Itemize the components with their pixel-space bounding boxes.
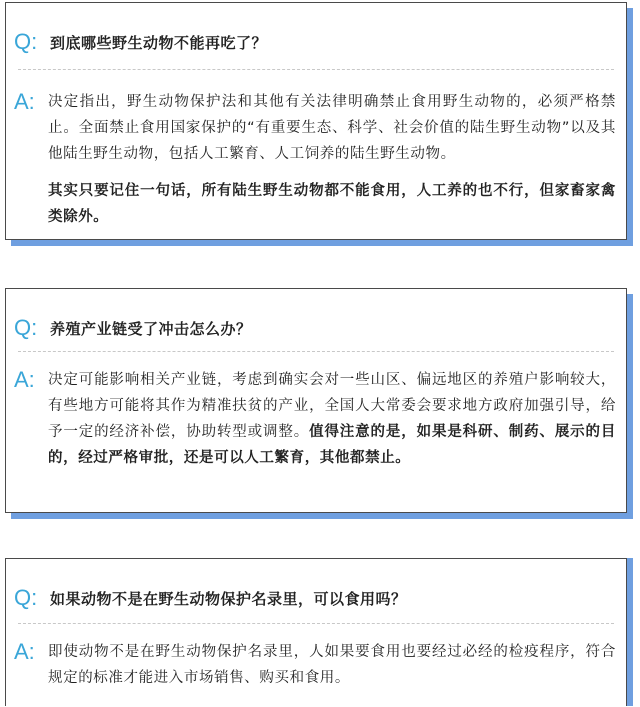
answer-row (14, 367, 616, 471)
question-mark-label: Q: (14, 29, 38, 54)
question-text: 养殖产业链受了冲击怎么办？ (50, 319, 252, 338)
answer-body (48, 367, 616, 471)
answer-paragraph: 决定指出，野生动物保护法和其他有关法律明确禁止食用野生动物的，必须严格禁止。全面禁止食用国家保护的“有重要生态、科学、社会价值的陆生野生动物”以及其他陆生野生动物，包括人工繁育、人工饲养的陆生野生动物。 (48, 94, 616, 162)
answer-row (14, 639, 616, 691)
answer-paragraph-bold: 其实只要记住一句话，所有陆生野生动物都不能食用，人工养的也不行，但家畜家禽类除外。 (48, 183, 616, 225)
answer-row (14, 89, 616, 230)
divider (18, 623, 614, 624)
question-row (14, 31, 618, 53)
question-mark-label: Q: (14, 585, 38, 610)
qa-card (5, 558, 627, 706)
question-text: 到底哪些野生动物不能再吃了？ (50, 33, 268, 52)
answer-body (48, 89, 616, 230)
answer-paragraph: 决定可能影响相关产业链，考虑到确实会对一些山区、偏远地区的养殖户影响较大，有些地方可能将其作为精准扶贫的产业，全国人大常委会要求地方政府加强引导，给予一定的经济补偿，协助转型或调整。 (48, 372, 616, 440)
question-row (14, 587, 618, 609)
question-mark-label: Q: (14, 315, 38, 340)
question-text: 如果动物不是在野生动物保护名录里，可以食用吗？ (50, 589, 407, 608)
question-row (14, 317, 618, 339)
answer-paragraph-bold: 值得注意的是，如果是科研、制药、展示的目的，经过严格审批，还是可以人工繁育，其他都禁止。 (48, 424, 616, 466)
divider (18, 351, 614, 352)
answer-paragraph: 即使动物不是在野生动物保护名录里，人如果要食用也要经过必经的检疫程序，符合规定的标准才能进入市场销售、购买和食用。 (48, 644, 616, 686)
divider (18, 69, 614, 70)
answer-mark-label: A: (14, 367, 35, 392)
qa-card (5, 2, 627, 240)
answer-mark-label: A: (14, 89, 35, 114)
answer-mark-label: A: (14, 639, 35, 664)
qa-card (5, 288, 627, 513)
answer-body (48, 639, 616, 691)
